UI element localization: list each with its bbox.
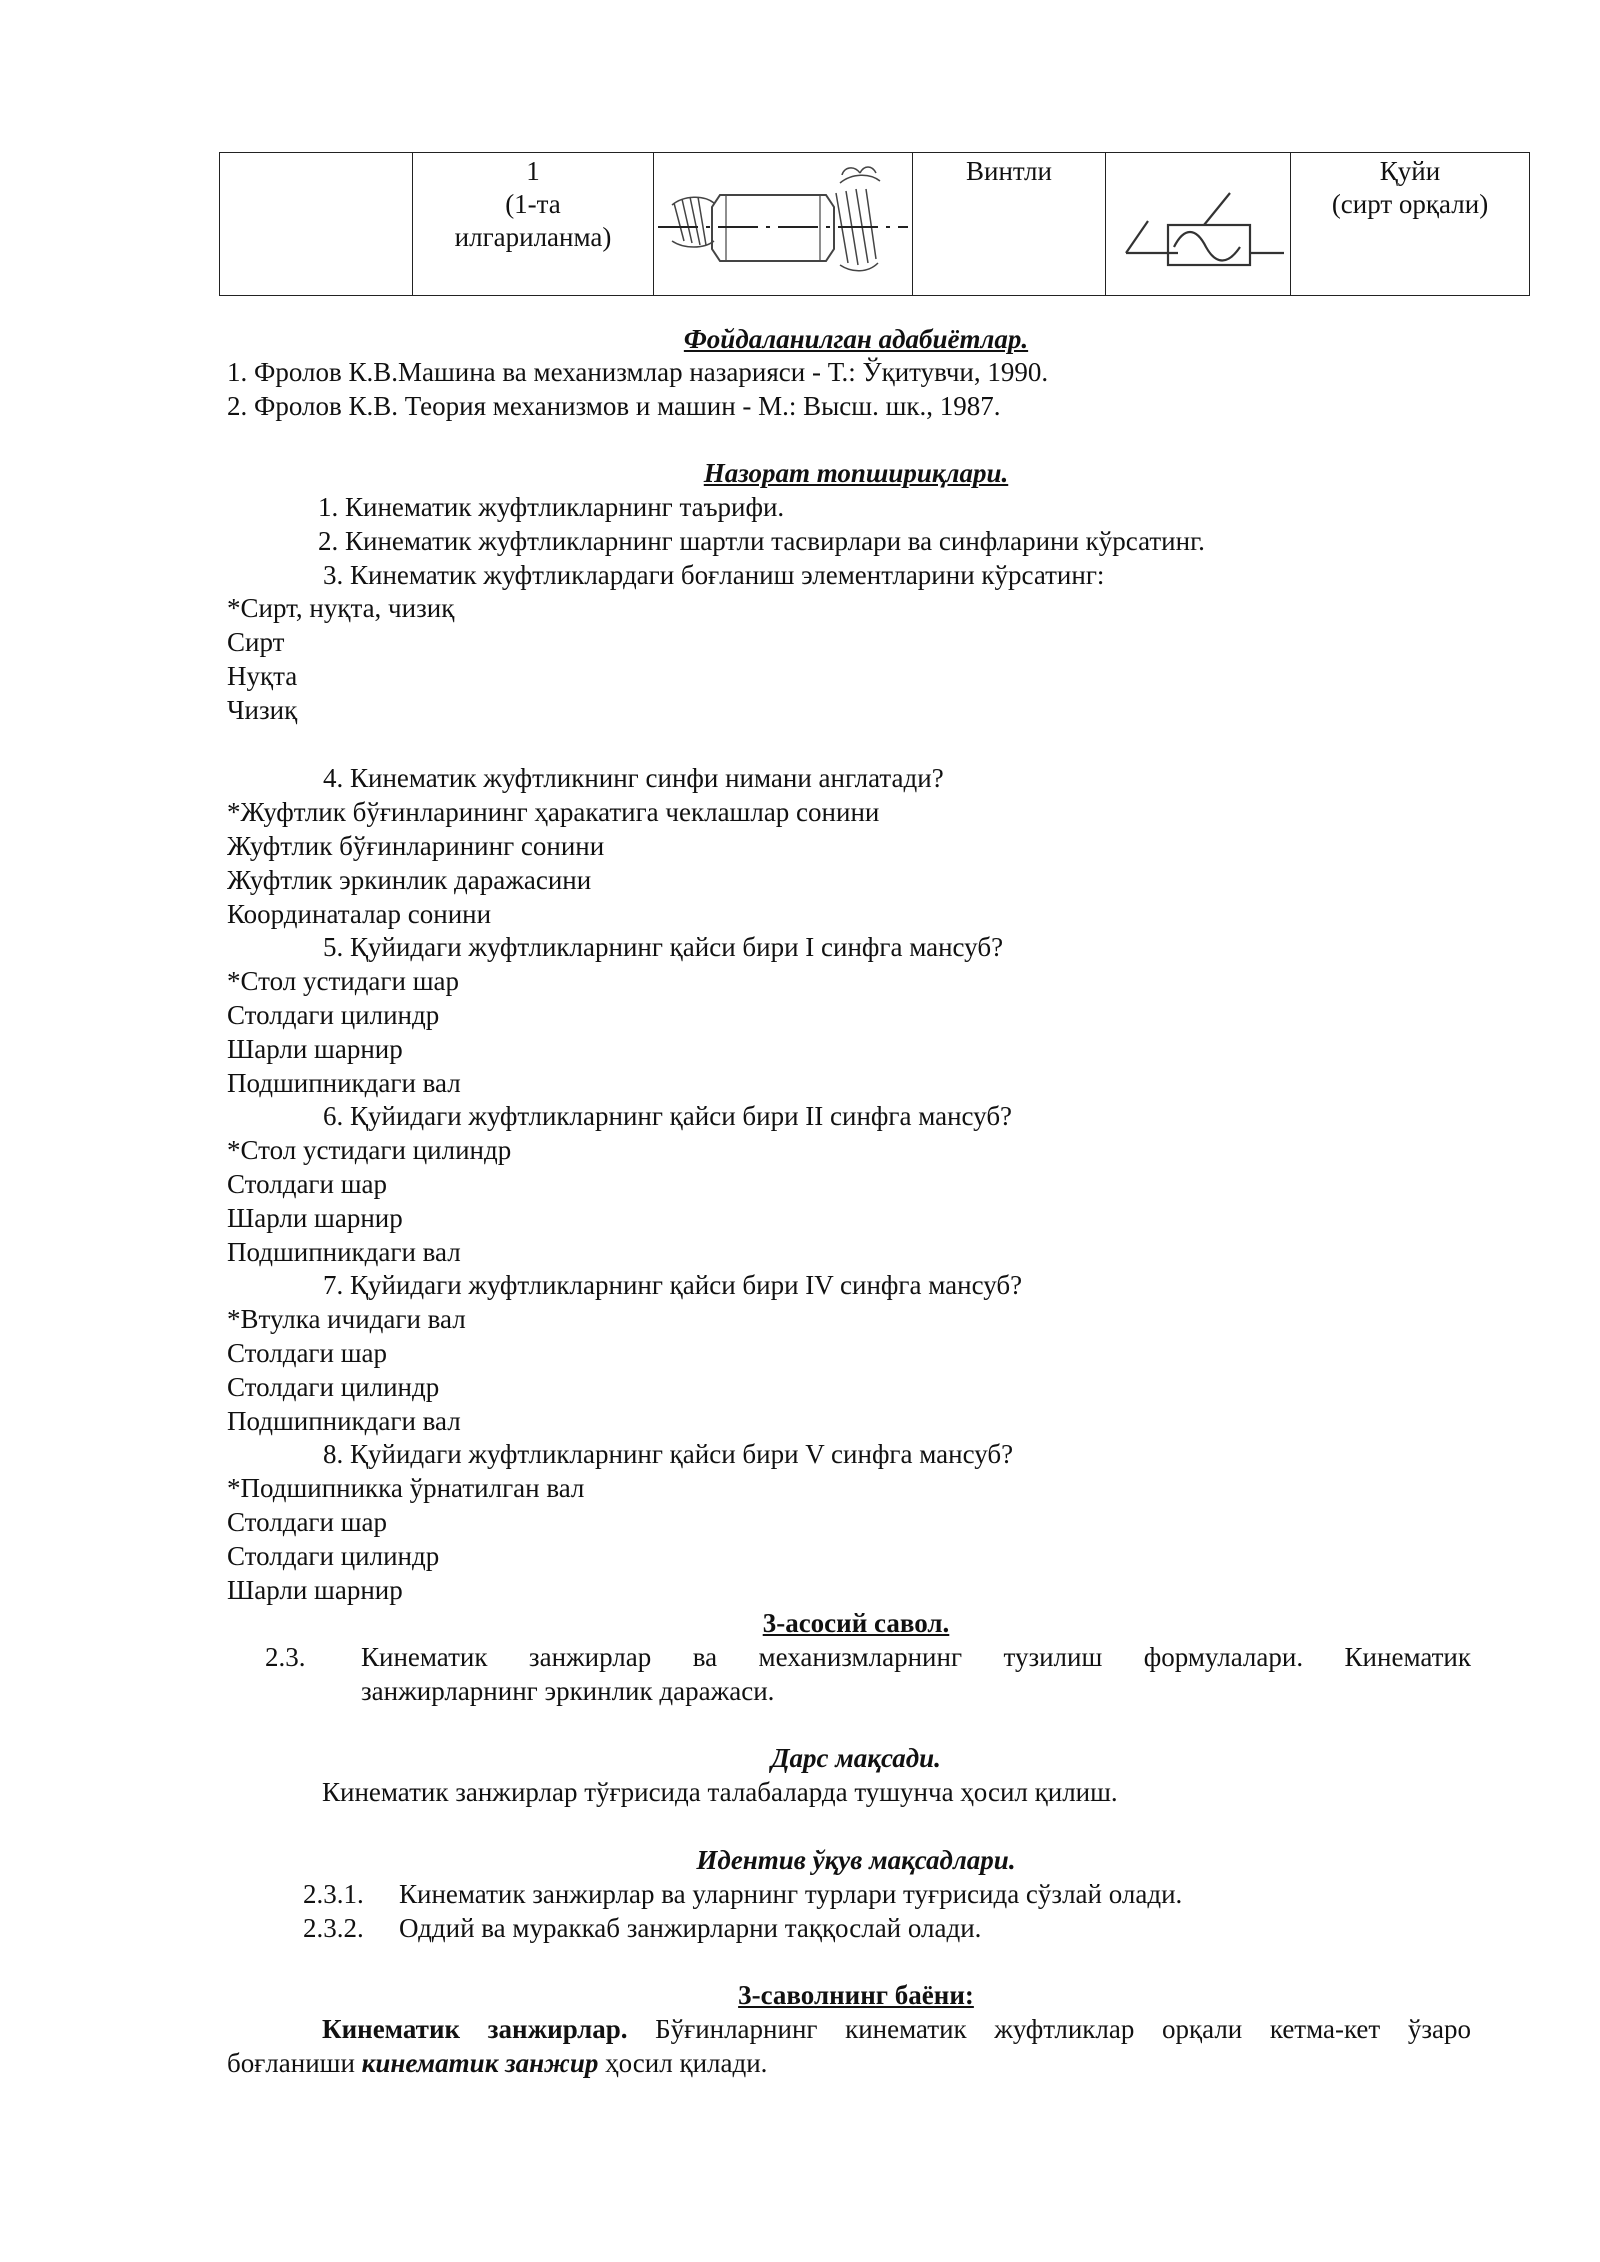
references-heading: Фойдаланилган адабиётлар. <box>683 324 1029 354</box>
answer-option: Столдаги шар <box>227 1338 387 1368</box>
screw-pair-drawing <box>654 153 913 296</box>
objectives-heading: Идентив ўқув мақсадлари. <box>696 1845 1016 1875</box>
answer-option: Шарли шарнир <box>227 1203 403 1233</box>
reference-item: 2. Фролов К.В. Теория механизмов и машин - М.: Высш. шк., 1987. <box>227 391 1001 421</box>
answer-option: Столдаги шар <box>227 1169 387 1199</box>
question-1: 1. Кинематик жуфтликларнинг таърифи. <box>318 492 785 522</box>
table-cell-empty <box>220 153 413 296</box>
question-8: 8. Қуйидаги жуфтликларнинг қайси бири V синфга мансуб? <box>323 1439 1014 1469</box>
answer-option: *Подшипникка ўрнатилган вал <box>227 1473 585 1503</box>
answer-option: Координаталар сонини <box>227 899 492 929</box>
statement-text: Бўғинларнинг кинематик жуфтликлар орқали кетма-кет ўзаро <box>627 2014 1471 2044</box>
section-heading: 3-асосий савол. <box>762 1608 950 1638</box>
question-6: 6. Қуйидаги жуфтликларнинг қайси бири II синфга мансуб? <box>323 1101 1013 1131</box>
answer-option: Шарли шарнир <box>227 1575 403 1605</box>
screw-pair-symbol <box>1106 153 1291 296</box>
answer-option: Шарли шарнир <box>227 1034 403 1064</box>
statement-paragraph-line <box>322 2012 1471 2046</box>
question-2: 2. Кинематик жуфтликларнинг шартли тасвирлари ва синфларини кўрсатинг. <box>318 526 1205 556</box>
answer-option: Столдаги цилиндр <box>227 1372 440 1402</box>
answer-option: Нуқта <box>227 661 298 691</box>
objective-text: Оддий ва мураккаб занжирларни таққослай олади. <box>399 1913 982 1943</box>
statement-text: ҳосил қилади. <box>598 2048 768 2078</box>
answer-option: *Втулка ичидаги вал <box>227 1304 466 1334</box>
answer-option: Столдаги цилиндр <box>227 1000 440 1030</box>
answer-option: Подшипникдаги вал <box>227 1068 461 1098</box>
answer-option: *Стол устидаги цилиндр <box>227 1135 512 1165</box>
statement-text: боғланиши <box>227 2048 362 2078</box>
answer-option: Сирт <box>227 627 285 657</box>
goal-text: Кинематик занжирлар тўғрисида талабаларда тушунча ҳосил қилиш. <box>322 1777 1118 1807</box>
question-3: 3. Кинематик жуфтликлардаги боғланиш элементларини кўрсатинг: <box>323 560 1105 590</box>
screw-symbol-icon <box>1106 153 1290 287</box>
statement-term: кинематик занжир <box>361 2048 599 2078</box>
section-number: 2.3. <box>265 1642 306 1672</box>
section-title-line: занжирларнинг эркинлик даражаси. <box>361 1676 775 1706</box>
tasks-heading: Назорат топшириқлари. <box>703 458 1009 488</box>
answer-option: Столдаги цилиндр <box>227 1541 440 1571</box>
answer-option: Столдаги шар <box>227 1507 387 1537</box>
kinematic-pair-table <box>219 152 1530 296</box>
answer-option: *Сирт, нуқта, чизиқ <box>227 593 455 623</box>
question-7: 7. Қуйидаги жуфтликларнинг қайси бири IV синфга мансуб? <box>323 1270 1023 1300</box>
goal-heading: Дарс мақсади. <box>771 1743 941 1773</box>
answer-option: Жуфтлик бўғинларининг сонини <box>227 831 605 861</box>
objective-number: 2.3.1. <box>303 1879 364 1909</box>
answer-option: Подшипникдаги вал <box>227 1406 461 1436</box>
answer-option: *Жуфтлик бўғинларининг ҳаракатига чеклашлар сонини <box>227 797 880 827</box>
objective-number: 2.3.2. <box>303 1913 364 1943</box>
answer-option: *Стол устидаги шар <box>227 966 459 996</box>
table-cell-class: 1 (1-та илгариланма) <box>413 153 654 296</box>
screw-pair-icon <box>654 153 912 287</box>
table-cell-type: Винтли <box>913 153 1106 296</box>
answer-option: Жуфтлик эркинлик даражасини <box>227 865 592 895</box>
statement-bold-lead: Кинематик занжирлар. <box>322 2014 628 2044</box>
question-4: 4. Кинематик жуфтликнинг синфи нимани англатади? <box>323 763 944 793</box>
objective-text: Кинематик занжирлар ва уларнинг турлари туғрисида сўзлай олади. <box>399 1879 1183 1909</box>
question-5: 5. Қуйидаги жуфтликларнинг қайси бири I синфга мансуб? <box>323 932 1004 962</box>
section-title-line: Кинематик занжирлар ва механизмларнинг тузилиш формулалари. Кинематик <box>361 1642 1471 1672</box>
table-cell-contact: Қуйи (сирт орқали) <box>1291 153 1530 296</box>
answer-option: Чизиқ <box>227 695 298 725</box>
reference-item: 1. Фролов К.В.Машина ва механизмлар назарияси - Т.: Ўқитувчи, 1990. <box>227 357 1049 387</box>
table-row <box>220 153 1530 296</box>
answer-option: Подшипникдаги вал <box>227 1237 461 1267</box>
statement-paragraph-line <box>227 2046 767 2080</box>
statement-heading: 3-саволнинг баёни: <box>738 1980 974 2010</box>
